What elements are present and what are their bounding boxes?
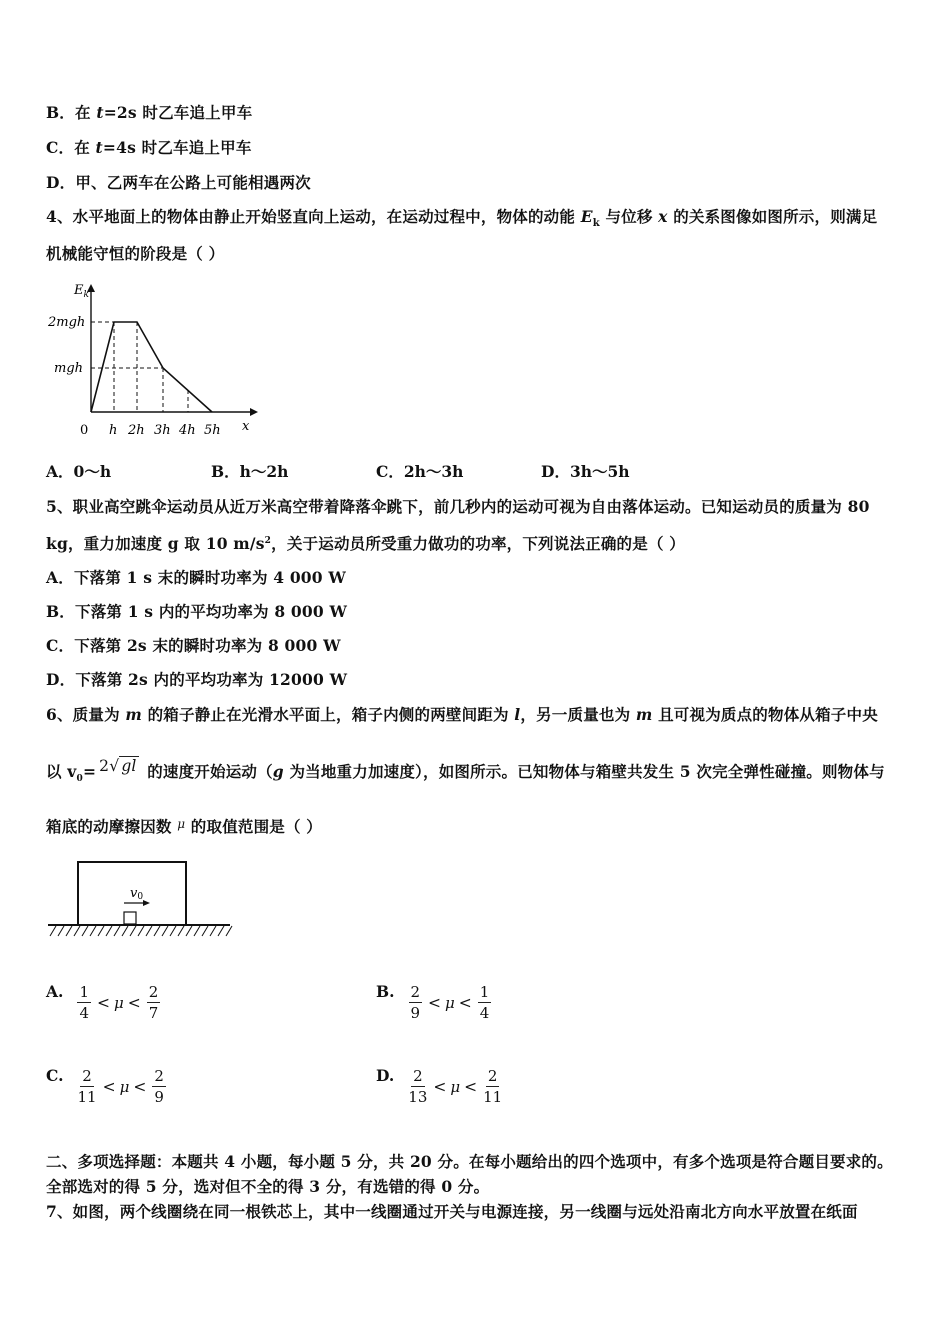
q4-ek-x-graph [44, 278, 264, 442]
q6-stem-line3: 箱底的动摩擦因数 $^\mu$ 的取值范围是（ ） [46, 817, 322, 836]
q6-option-a: A. $\frac{1}{4}$ < μ < $\frac{2}{7}$ [46, 982, 159, 1022]
x-tick-2h: 2h [128, 423, 145, 438]
q6-option-c: C. $\frac{2}{11}$ < μ < $\frac{2}{9}$ [46, 1066, 164, 1106]
q5-option-c: C．下落第 2s 末的瞬时功率为 8 000 W [46, 636, 341, 655]
ek-curve [91, 322, 212, 412]
q4-option-d: D．3h～5h [541, 462, 630, 481]
q4-option-a: A．0～h [46, 462, 112, 481]
x-tick-3h: 3h [154, 423, 171, 438]
q4-stem-line1: 4、水平地面上的物体由静止开始竖直向上运动，在运动过程中，物体的动能 $E_k$ 与位移 x 的关系图像如图所示，则满足 [46, 207, 878, 230]
q5-stem-line1: 5、职业高空跳伞运动员从近万米高空带着降落伞跳下，前几秒内的运动可视为自由落体运动。已知运动员的质量为 80 [46, 497, 870, 516]
q6-option-d: D. $\frac{2}{13}$ < μ < $\frac{2}{11}$ [376, 1066, 503, 1106]
q3-option-d: D．甲、乙两车在公路上可能相遇两次 [46, 173, 311, 192]
x-tick-4h: 4h [179, 423, 196, 438]
q6-box-figure [44, 856, 234, 940]
q4-stem-line2: 机械能守恒的阶段是（ ） [46, 244, 225, 263]
q6-stem-line2: 以 $v_0= 2√$ gl 的速度开始运动（g 为当地重力加速度），如图所示。已知物体与箱壁共发生 5 次完全弹性碰撞。则物体与 [46, 757, 885, 785]
sqrt-expression: 2√ gl [99, 757, 137, 775]
q3-option-b: B．在 t=2s 时乙车追上甲车 [46, 103, 253, 122]
q5-option-b: B．下落第 1 s 内的平均功率为 8 000 W [46, 602, 348, 621]
q7-stem-line1: 7、如图，两个线圈绕在同一根铁芯上，其中一线圈通过开关与电源连接，另一线圈与远处沿南北方向水平放置在纸面 [46, 1202, 858, 1221]
y-tick-mgh: mgh [54, 361, 84, 376]
q4-option-b: B．h～2h [211, 462, 289, 481]
q5-option-d: D．下落第 2s 内的平均功率为 12000 W [46, 670, 348, 689]
q5-option-a: A．下落第 1 s 末的瞬时功率为 4 000 W [46, 568, 346, 587]
q6-option-b: B. $\frac{2}{9}$ < μ < $\frac{1}{4}$ [376, 982, 490, 1022]
x-tick-0: 0 [80, 423, 89, 438]
x-tick-h: h [109, 423, 118, 438]
q3-option-c: C．在 t=4s 时乙车追上甲车 [46, 138, 252, 157]
x-axis-label: x [242, 419, 250, 434]
y-axis-label: $E_k$ [74, 283, 89, 300]
ground-hatching [50, 926, 232, 936]
y-tick-2mgh: 2mgh [48, 315, 86, 330]
small-block [124, 912, 136, 924]
q5-stem-line2: kg，重力加速度 g 取 10 $m/s^2$，关于运动员所受重力做功的功率，下列说法正确的是（ ） [46, 534, 685, 553]
x-axis-arrow [250, 408, 258, 416]
section2-heading-line1: 二、多项选择题：本题共 4 小题，每小题 5 分，共 20 分。在每小题给出的四个选项中，有多个选项是符合题目要求的。 [46, 1152, 893, 1171]
velocity-label: v0 [130, 886, 144, 902]
q6-stem-line1: 6、质量为 m 的箱子静止在光滑水平面上，箱子内侧的两壁间距为 l，另一质量也为 m 且可视为质点的物体从箱子中央 [46, 705, 878, 724]
x-tick-5h: 5h [204, 423, 221, 438]
section2-heading-line2: 全部选对的得 5 分，选对但不全的得 3 分，有选错的得 0 分。 [46, 1177, 490, 1196]
q4-option-c: C．2h～3h [376, 462, 464, 481]
